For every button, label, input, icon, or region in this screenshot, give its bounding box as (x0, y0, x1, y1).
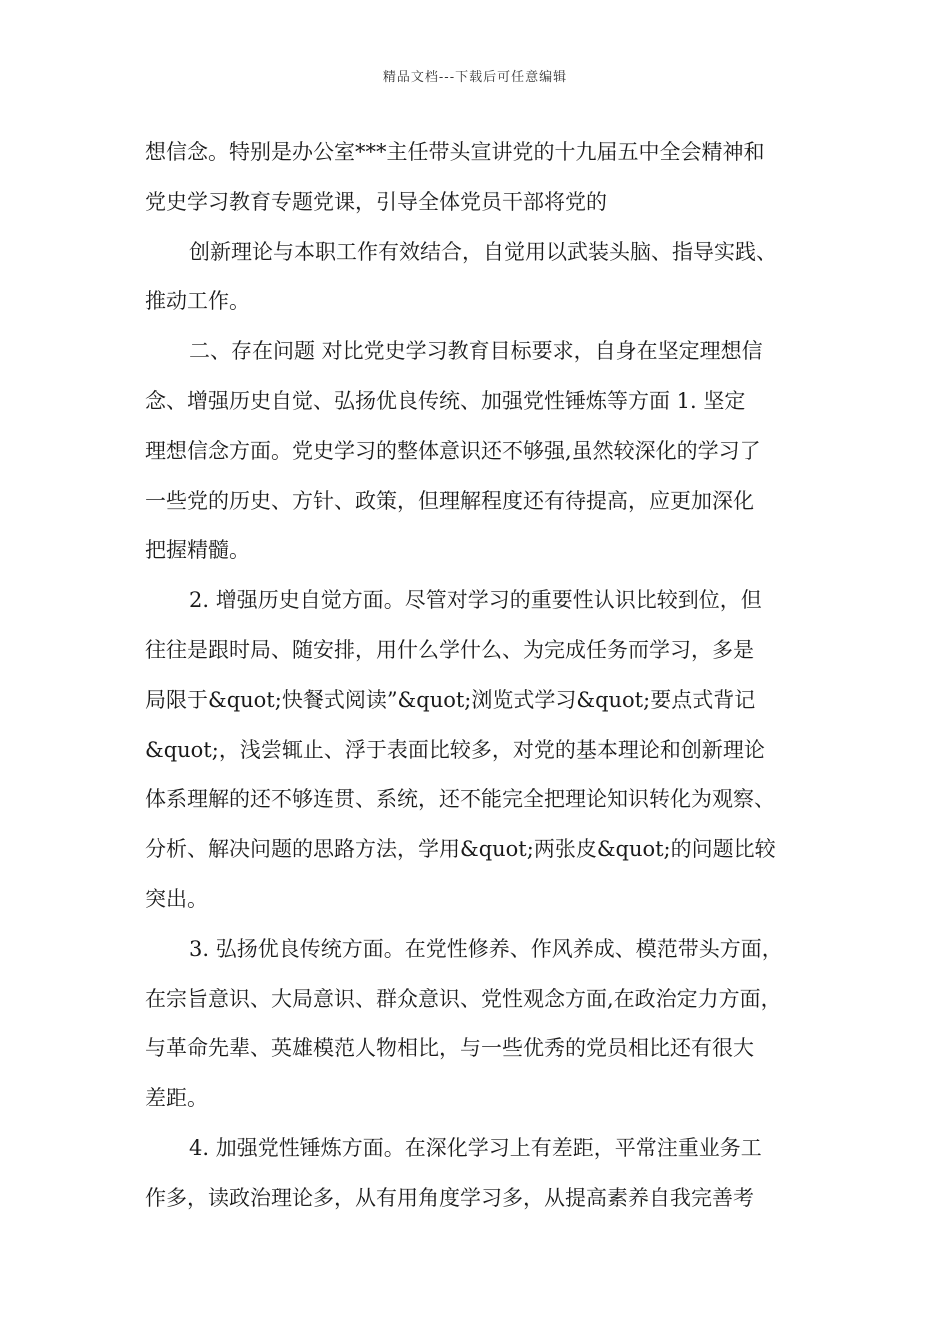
text-line: 在宗旨意识、大局意识、群众意识、党性观念方面,在政治定力方面， (145, 986, 782, 1011)
text-line: 党史学习教育专题党课，引导全体党员干部将党的 (145, 189, 607, 214)
text-line: 局限于&quot;快餐式阅读”&quot;浏览式学习&quot;要点式背记 (145, 687, 756, 712)
page-header: 精品文档---下载后可任意编辑 (382, 70, 568, 85)
text-line: 体系理解的还不够连贯、系统，还不能完全把理论知识转化为观察、 (145, 787, 775, 812)
text-line: 差距。 (145, 1086, 208, 1111)
document-body (145, 128, 813, 1224)
text-line: 作多，读政治理论多，从有用角度学习多，从提高素养自我完善考 (145, 1185, 754, 1210)
text-line: 念、增强历史自觉、弘扬优良传统、加强党性锤炼等方面 1. 坚定 (145, 388, 746, 413)
text-line: 4. 加强党性锤炼方面。在深化学习上有差距，平常注重业务工 (189, 1135, 762, 1160)
text-line: 往往是跟时局、随安排，用什么学什么、为完成任务而学习，多是 (145, 637, 754, 662)
text-line: 想信念。特别是办公室***主任带头宣讲党的十九届五中全会精神和 (145, 140, 765, 164)
text-line: 突出。 (145, 886, 208, 911)
text-line: 3. 弘扬优良传统方面。在党性修养、作风养成、模范带头方面， (189, 936, 783, 961)
text-line: &quot;，浅尝辄止、浮于表面比较多，对党的基本理论和创新理论 (145, 737, 765, 762)
text-line: 一些党的历史、方针、政策，但理解程度还有待提高，应更加深化 (145, 488, 754, 513)
text-line: 与革命先辈、英雄模范人物相比，与一些优秀的党员相比还有很大 (145, 1036, 754, 1061)
text-line: 2. 增强历史自觉方面。尽管对学习的重要性认识比较到位，但 (189, 588, 762, 613)
text-line: 理想信念方面。党史学习的整体意识还不够强,虽然较深化的学习了 (145, 438, 761, 463)
text-line: 推动工作。 (145, 289, 250, 314)
text-line: 二、存在问题 对比党史学习教育目标要求，自身在坚定理想信 (189, 339, 763, 364)
text-line: 把握精髓。 (145, 538, 250, 563)
text-line: 创新理论与本职工作有效结合，自觉用以武装头脑、指导实践、 (189, 239, 777, 264)
text-line: 分析、解决问题的思路方法，学用&quot;两张皮&quot;的问题比较 (145, 837, 776, 862)
